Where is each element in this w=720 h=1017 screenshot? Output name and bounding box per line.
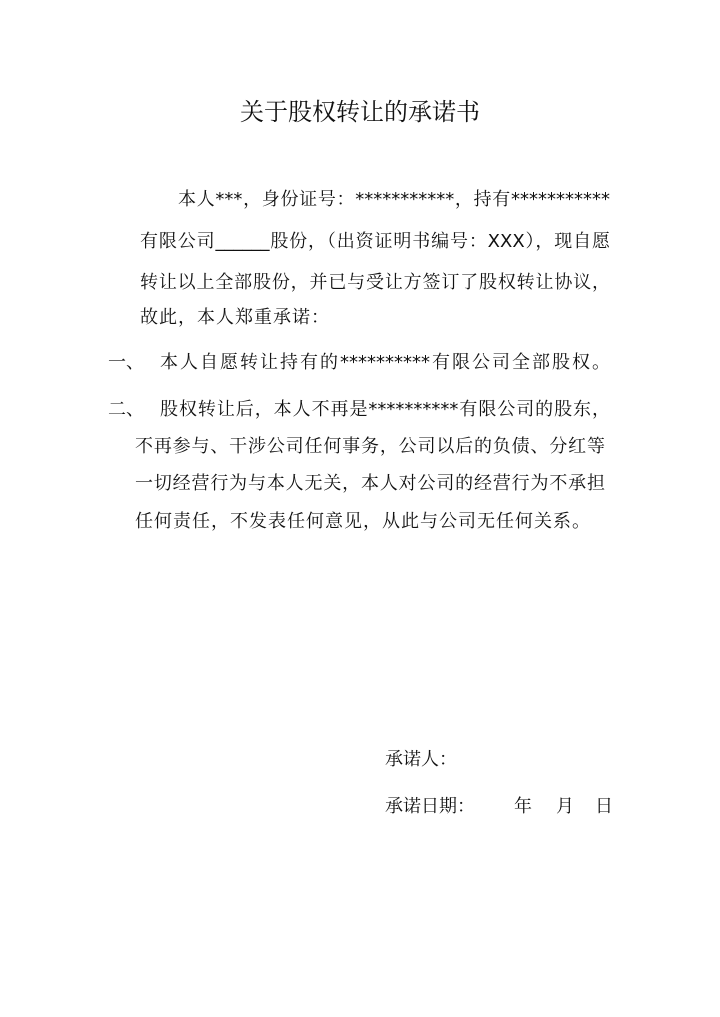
intro-line-2: 有限公司______股份，（出资证明书编号：XXX），现自愿 [140,231,610,252]
item-2-marker: 二、 [108,399,144,420]
promisor-label: 承诺人： [385,749,457,770]
date-label: 承诺日期： [385,796,475,817]
item-2-line-2: 不再参与、干涉公司任何事务，公司以后的负债、分红等 [135,436,605,457]
date-year: 年 [514,796,532,817]
item-2-line-1: 股权转让后，本人不再是**********有限公司的股东， [160,399,610,420]
date-day: 日 [595,796,613,817]
item-1-line-1: 本人自愿转让持有的**********有限公司全部股权。 [160,352,610,373]
item-2-line-4: 任何责任，不发表任何意见，从此与公司无任何关系。 [135,511,591,532]
item-1-marker: 一、 [108,352,144,373]
document-title: 关于股权转让的承诺书 [240,98,480,126]
item-2-line-3: 一切经营行为与本人无关，本人对公司的经营行为不承担 [135,473,605,494]
intro-line-1: 本人***，身份证号：***********，持有*********** [178,189,610,210]
intro-line-4: 故此，本人郑重承诺： [140,307,330,328]
date-month: 月 [556,796,574,817]
intro-line-3: 转让以上全部股份，并已与受让方签订了股权转让协议， [140,272,610,293]
